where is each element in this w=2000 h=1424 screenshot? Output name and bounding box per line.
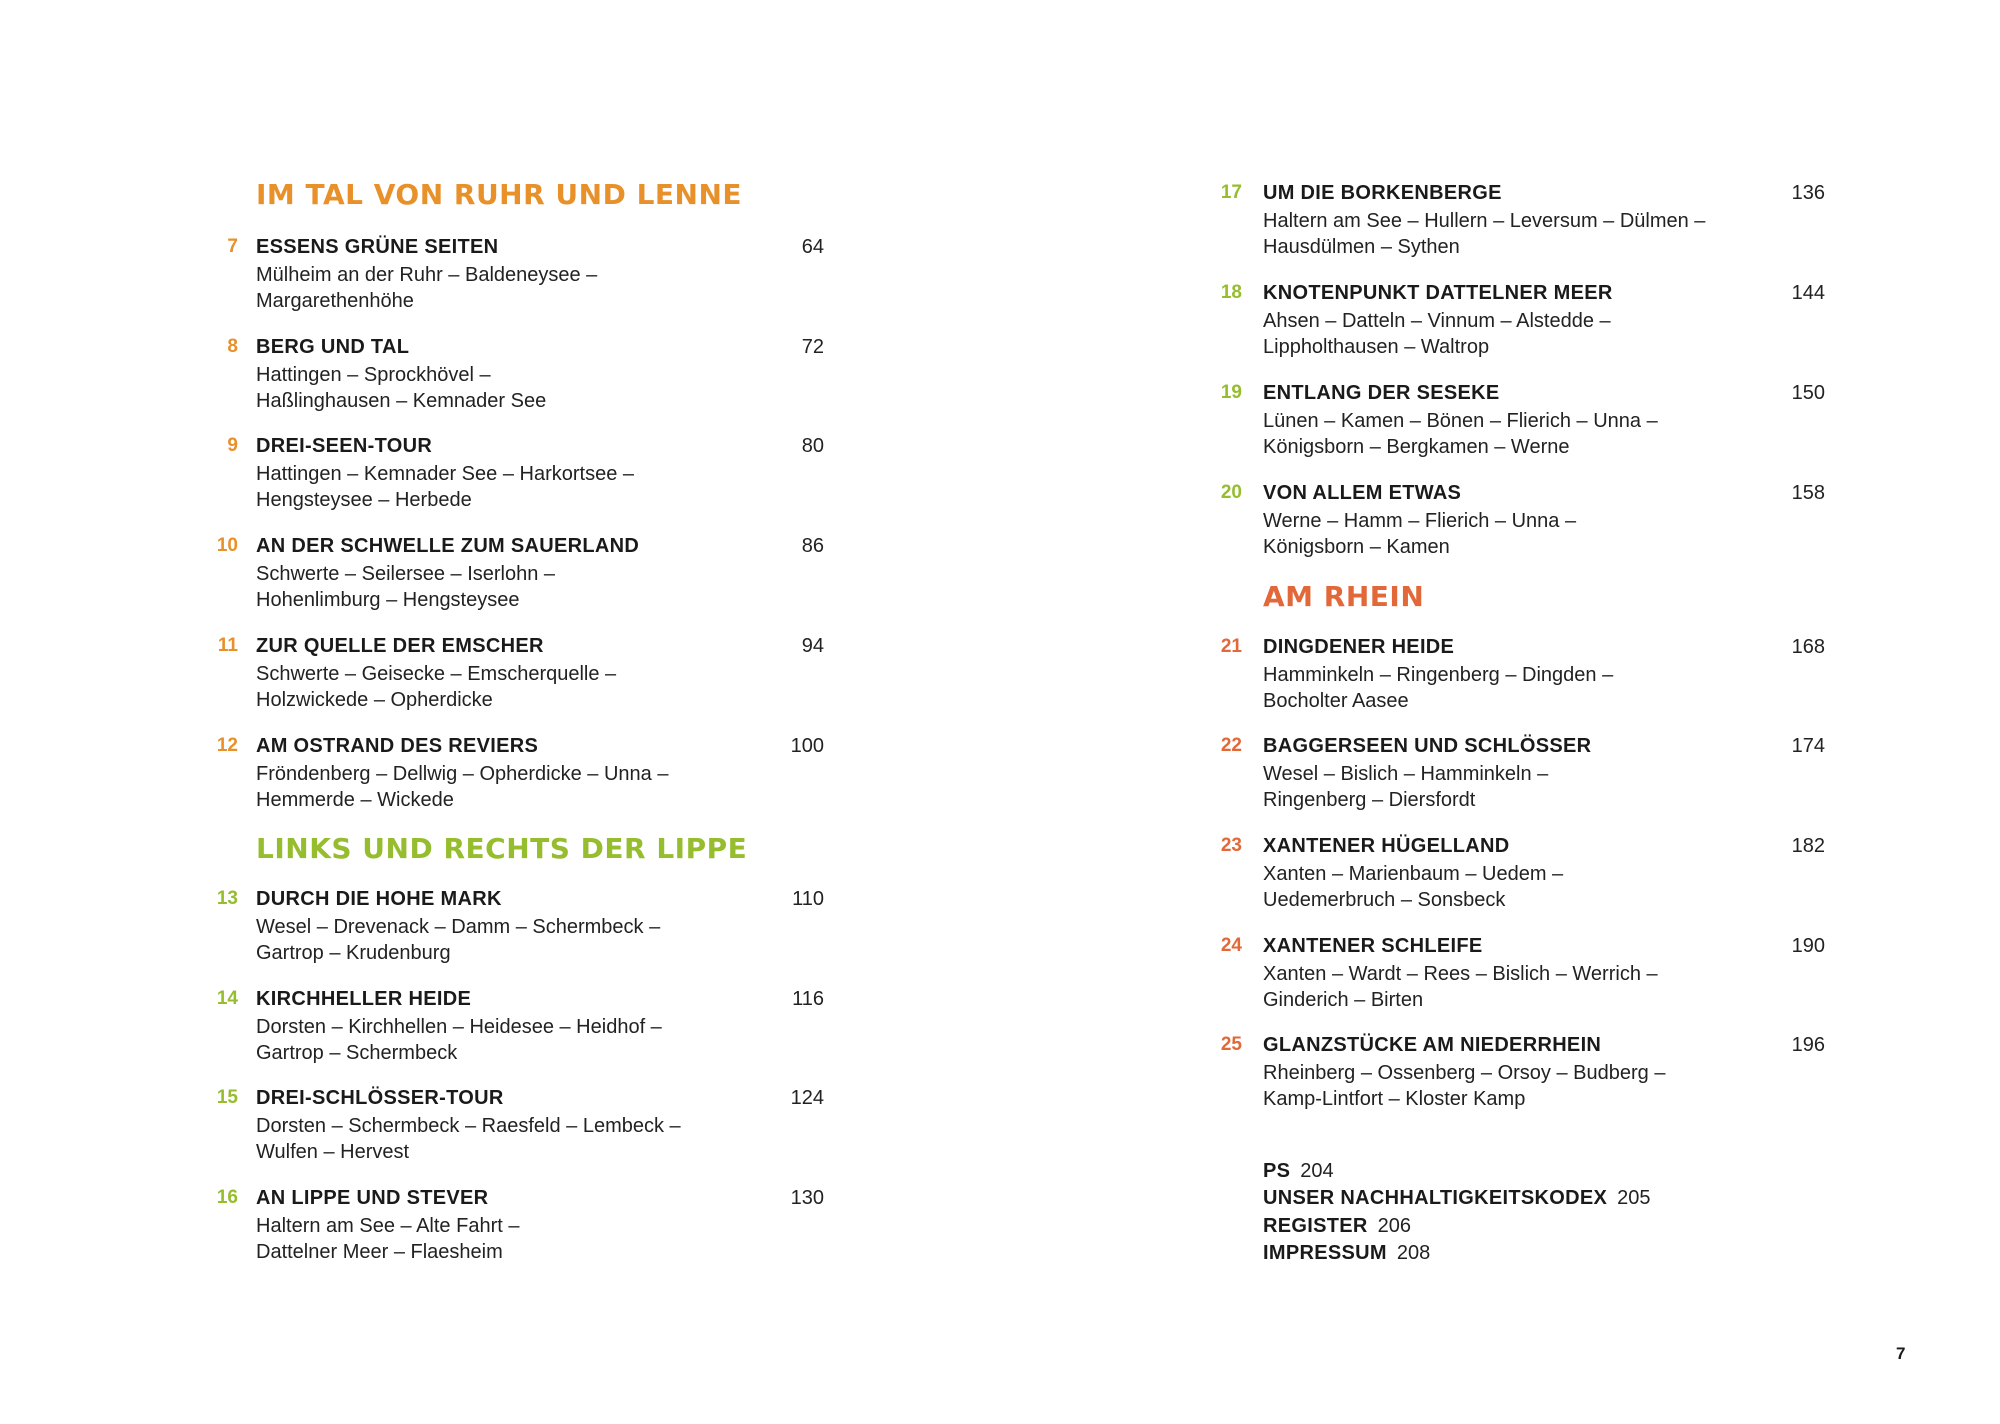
entry-title: GLANZSTÜCKE AM NIEDERRHEIN [1263,1034,1602,1056]
entry-route: Lünen – Kamen – Bönen – Flierich – Unna – Königsborn – Bergkamen – Werne [1263,410,1658,458]
entry-number: 25 [1220,1034,1242,1055]
entry-route: Ahsen – Datteln – Vinnum – Alstedde – Lippholthausen – Waltrop [1263,310,1611,358]
entry-route: Haltern am See – Alte Fahrt – Dattelner Meer – Flaesheim [256,1215,520,1263]
entry-route: Rheinberg – Ossenberg – Orsoy – Budberg – Kamp-Lintfort – Kloster Kamp [1263,1062,1666,1110]
entry-number: 14 [216,988,238,1009]
section-title-lippe: LINKS UND RECHTS DER LIPPE [256,832,748,865]
entry-page: 158 [1791,482,1825,504]
entry-number: 22 [1220,735,1242,756]
entry-number: 23 [1220,835,1242,856]
extra-page: 205 [1617,1187,1651,1209]
entry-title: DREI-SEEN-TOUR [256,435,433,457]
entry-route: Hamminkeln – Ringenberg – Dingden – Bocholter Aasee [1263,664,1614,712]
entry-route: Fröndenberg – Dellwig – Opherdicke – Unna – Hemmerde – Wickede [256,763,669,811]
entry-number: 9 [227,435,238,456]
page-number: 7 [1896,1344,1906,1363]
entry-number: 24 [1220,935,1242,956]
entry-route: Schwerte – Geisecke – Emscherquelle – Holzwickede – Opherdicke [256,663,617,711]
entry-page: 64 [801,236,824,258]
entry-page: 110 [792,888,824,910]
entry-route: Dorsten – Kirchhellen – Heidesee – Heidhof – Gartrop – Schermbeck [256,1016,662,1064]
entry-title: VON ALLEM ETWAS [1263,482,1462,504]
entry-title: ENTLANG DER SESEKE [1263,382,1500,404]
entry-number: 17 [1220,182,1242,203]
entry-page: 136 [1791,182,1825,204]
entry-page: 94 [801,635,824,657]
extra-title: IMPRESSUM [1263,1242,1387,1264]
toc-extra-impressum[interactable] [1263,1242,1430,1265]
entry-route: Hattingen – Kemnader See – Harkortsee – Hengsteysee – Herbede [256,463,634,511]
entry-number: 11 [217,635,238,656]
section-title-rhein: AM RHEIN [1263,580,1425,613]
entry-route: Mülheim an der Ruhr – Baldeneysee – Margarethenhöhe [256,264,598,312]
entry-number: 13 [216,888,238,909]
entry-page: 80 [801,435,824,457]
extra-title: UNSER NACHHALTIGKEITSKODEX [1263,1187,1608,1209]
entry-page: 130 [790,1187,824,1209]
entry-route: Dorsten – Schermbeck – Raesfeld – Lembeck – Wulfen – Hervest [256,1115,681,1163]
entry-number: 7 [227,236,238,257]
entry-number: 20 [1220,482,1242,503]
entry-title: DREI-SCHLÖSSER-TOUR [256,1087,504,1109]
entry-route: Schwerte – Seilersee – Iserlohn – Hohenlimburg – Hengsteysee [256,563,556,611]
entry-title: AN DER SCHWELLE ZUM SAUERLAND [256,535,640,557]
entry-title: UM DIE BORKENBERGE [1263,182,1502,204]
section-title-ruhr-lenne: IM TAL VON RUHR UND LENNE [256,178,743,211]
toc-extra-ps[interactable] [1263,1160,1334,1183]
entry-page: 182 [1791,835,1825,857]
entry-title: BAGGERSEEN UND SCHLÖSSER [1263,735,1592,757]
entry-page: 174 [1791,735,1825,757]
entry-route: Werne – Hamm – Flierich – Unna – Königsborn – Kamen [1263,510,1577,558]
entry-route: Haltern am See – Hullern – Leversum – Dülmen – Hausdülmen – Sythen [1263,210,1706,258]
entry-route: Xanten – Wardt – Rees – Bislich – Werrich – Ginderich – Birten [1263,963,1658,1011]
entry-page: 72 [801,336,824,358]
entry-title: XANTENER SCHLEIFE [1263,935,1483,957]
entry-route: Wesel – Bislich – Hamminkeln – Ringenberg – Diersfordt [1263,763,1549,811]
entry-title: DURCH DIE HOHE MARK [256,888,502,910]
entry-title: AM OSTRAND DES REVIERS [256,735,539,757]
entry-route: Xanten – Marienbaum – Uedem – Uedemerbruch – Sonsbeck [1263,863,1564,911]
entry-page: 86 [801,535,824,557]
entry-page: 144 [1791,282,1825,304]
extra-title: REGISTER [1263,1215,1368,1237]
entry-title: BERG UND TAL [256,336,410,358]
entry-page: 150 [1791,382,1825,404]
entry-number: 18 [1220,282,1242,303]
entry-number: 12 [216,735,238,756]
entry-number: 15 [216,1087,238,1108]
entry-title: ZUR QUELLE DER EMSCHER [256,635,544,657]
entry-page: 196 [1791,1034,1825,1056]
entry-number: 21 [1220,636,1242,657]
toc-extra-nachhaltigkeitskodex[interactable] [1263,1187,1650,1210]
entry-title: AN LIPPE UND STEVER [256,1187,489,1209]
entry-number: 10 [216,535,238,556]
toc-extra-register[interactable] [1263,1215,1411,1238]
extra-page: 206 [1377,1215,1412,1237]
extra-page: 208 [1396,1242,1431,1264]
entry-title: DINGDENER HEIDE [1263,636,1455,658]
entry-number: 16 [216,1187,238,1208]
entry-number: 19 [1220,382,1242,403]
entry-title: KIRCHHELLER HEIDE [256,988,472,1010]
entry-title: KNOTENPUNKT DATTELNER MEER [1263,282,1613,304]
entry-page: 116 [792,988,824,1010]
entry-title: ESSENS GRÜNE SEITEN [256,236,499,258]
extra-page: 204 [1300,1160,1334,1182]
extra-title: PS [1263,1160,1291,1182]
entry-page: 124 [790,1087,824,1109]
entry-page: 168 [1791,636,1825,658]
entry-title: XANTENER HÜGELLAND [1263,835,1510,857]
entry-page: 100 [790,735,824,757]
entry-number: 8 [227,336,238,357]
entry-route: Hattingen – Sprockhövel – Haßlinghausen – Kemnader See [256,364,547,412]
entry-page: 190 [1791,935,1825,957]
entry-route: Wesel – Drevenack – Damm – Schermbeck – Gartrop – Krudenburg [256,916,661,964]
